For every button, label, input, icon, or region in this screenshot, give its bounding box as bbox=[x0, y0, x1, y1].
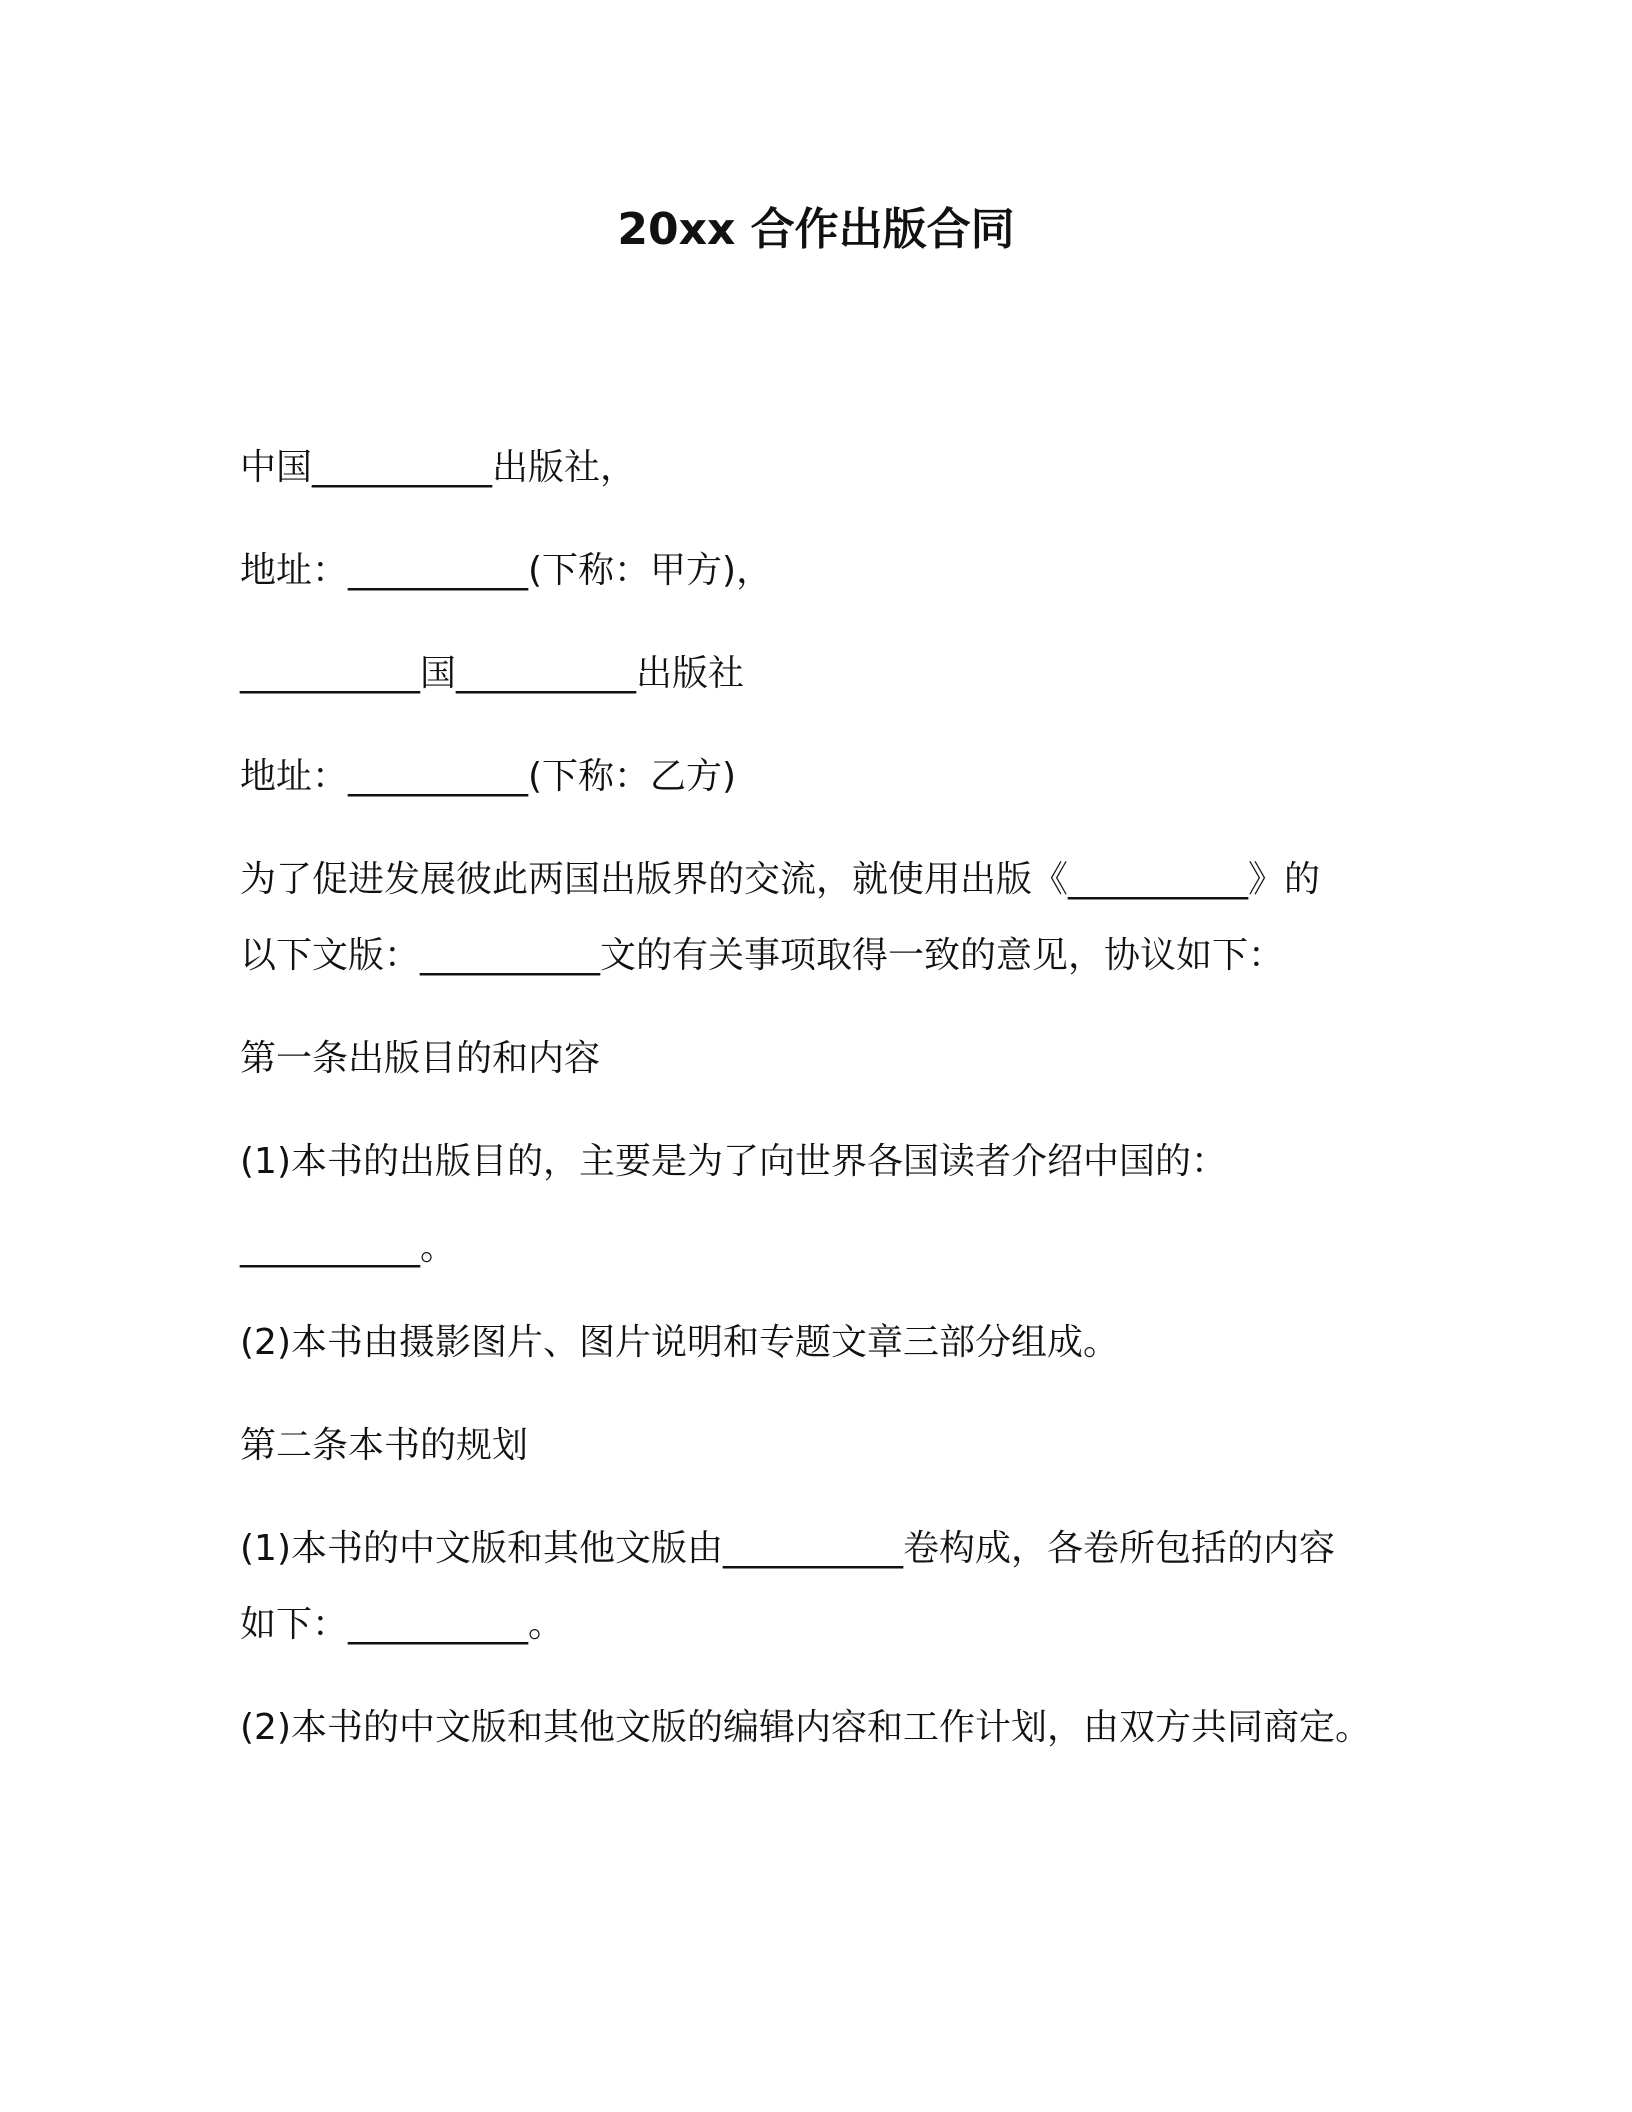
article-2-heading: 第二条本书的规划 bbox=[240, 1425, 529, 1466]
preamble-line-1: 为了促进发展彼此两国出版界的交流，就使用出版《__________》的 bbox=[240, 859, 1321, 900]
document-title: 20xx 合作出版合同 bbox=[617, 204, 1015, 255]
article-1-clause-2: (2)本书由摄影图片、图片说明和专题文章三部分组成。 bbox=[240, 1322, 1119, 1363]
article-1-clause-1-line-1: (1)本书的出版目的，主要是为了向世界各国读者介绍中国的： bbox=[240, 1141, 1227, 1182]
party-a-address-line: 地址：__________(下称：甲方)， bbox=[240, 550, 773, 591]
article-2-clause-2: (2)本书的中文版和其他文版的编辑内容和工作计划，由双方共同商定。 bbox=[240, 1707, 1371, 1748]
article-2-clause-1-line-2: 如下：__________。 bbox=[240, 1604, 565, 1645]
preamble-line-2: 以下文版：__________文的有关事项取得一致的意见，协议如下： bbox=[240, 935, 1285, 976]
party-b-publisher-line: __________国__________出版社 bbox=[240, 653, 745, 694]
party-b-address-line: 地址：__________(下称：乙方) bbox=[240, 756, 737, 797]
article-1-clause-1-line-2: __________。 bbox=[240, 1227, 457, 1268]
article-2-clause-1-line-1: (1)本书的中文版和其他文版由__________卷构成，各卷所包括的内容 bbox=[240, 1528, 1335, 1569]
article-1-heading: 第一条出版目的和内容 bbox=[240, 1038, 601, 1079]
party-a-publisher-line: 中国__________出版社， bbox=[240, 447, 637, 488]
